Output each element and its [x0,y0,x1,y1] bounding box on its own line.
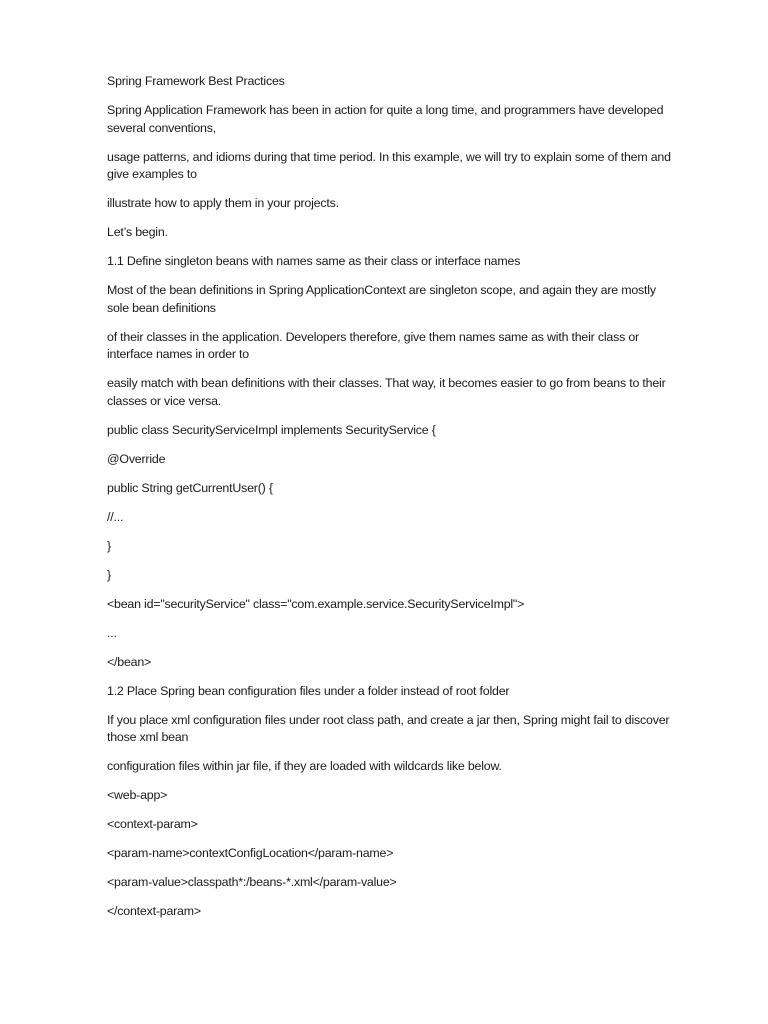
paragraph [107,567,719,585]
paragraph [107,654,719,672]
text-line: public class SecurityServiceImpl implements SecurityService { [107,422,436,437]
paragraph [107,683,719,701]
paragraph [107,422,719,440]
text-line: <context-param> [107,817,198,831]
text-line: <bean id="securityService" class="com.example.service.SecurityServiceImpl"> [107,596,525,611]
text-line: //... [107,509,124,524]
paragraph [107,224,719,242]
paragraph [107,596,719,614]
text-line: <web-app> [107,788,168,802]
paragraph [107,375,719,410]
text-line: Most of the bean definitions in Spring ApplicationContext are singleton scope, and again they are mostly [107,283,656,297]
text-line: public String getCurrentUser() { [107,480,273,495]
text-line: configuration files within jar file, if they are loaded with wildcards like below. [107,759,502,773]
text-line: of their classes in the application. Developers therefore, give them names same as with their class or [107,329,639,344]
paragraph [107,816,719,834]
paragraph [107,845,719,863]
text-line: give examples to [107,167,197,181]
text-line: classes or vice versa. [107,393,222,408]
text-line: </context-param> [107,904,201,918]
paragraph [107,253,719,271]
text-line: interface names in order to [107,347,249,361]
text-line: 1.2 Place Spring bean configuration files under a folder instead of root folder [107,683,510,698]
text-line: Spring Application Framework has been in action for quite a long time, and programmers have developed [107,103,664,117]
paragraph [107,712,719,747]
text-line: usage patterns, and idioms during that time period. In this example, we will try to explain some of them and [107,149,671,164]
paragraph [107,195,719,213]
paragraph [107,149,719,184]
text-line: @Override [107,451,166,466]
text-line: sole bean definitions [107,300,216,315]
text-line: those xml bean [107,730,189,744]
document-body [107,73,719,932]
text-line: illustrate how to apply them in your projects. [107,196,339,210]
paragraph [107,874,719,892]
paragraph [107,538,719,556]
text-line: several conventions, [107,120,216,135]
text-line: <param-name>contextConfigLocation</param-name> [107,846,394,860]
paragraph [107,73,719,91]
paragraph [107,282,719,317]
paragraph [107,509,719,527]
paragraph [107,758,719,776]
paragraph [107,480,719,498]
paragraph [107,903,719,921]
text-line: If you place xml configuration files under root class path, and create a jar then, Spring might fail to discover [107,712,670,727]
paragraph [107,625,719,643]
text-line: } [107,567,111,582]
text-line: Spring Framework Best Practices [107,74,285,88]
paragraph [107,787,719,805]
text-line: } [107,538,111,553]
paragraph [107,451,719,469]
paragraph [107,329,719,364]
text-line: easily match with bean definitions with their classes. That way, it becomes easier to go from beans to their [107,376,666,390]
text-line: </bean> [107,654,152,669]
text-line: Let’s begin. [107,225,168,239]
text-line: 1.1 Define singleton beans with names same as their class or interface names [107,254,521,268]
text-line: ... [107,625,117,640]
text-line: <param-value>classpath*:/beans-*.xml</param-value> [107,875,397,889]
paragraph [107,102,719,137]
